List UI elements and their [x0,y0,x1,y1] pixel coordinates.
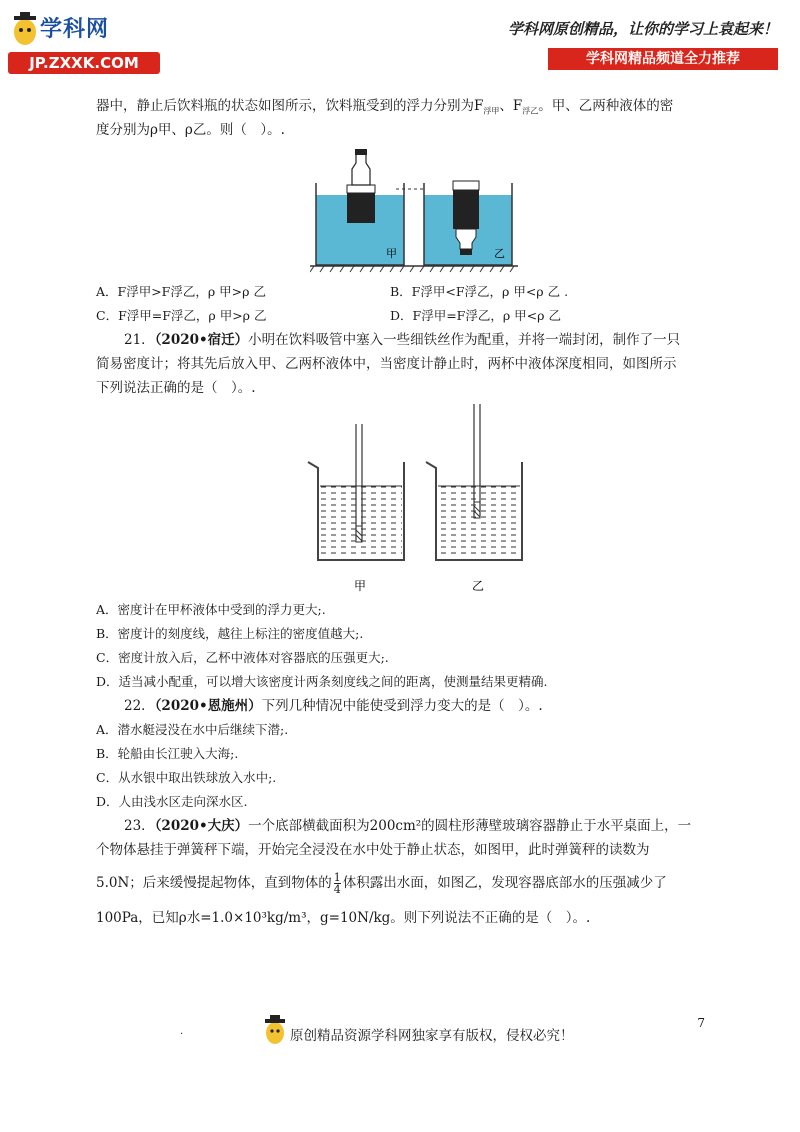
q23-stem-line1 [124,816,691,836]
q20-option-b[interactable]: B．F浮甲<F浮乙，ρ 甲<ρ 乙 . [390,284,569,299]
fraction-numerator: 1 [333,871,341,884]
q21-option-c[interactable]: C．密度计放入后，乙杯中液体对容器底的压强更大;. [96,650,389,665]
q22-source: （2020•恩施州） [154,698,262,714]
q20-option-c[interactable]: C．F浮甲=F浮乙，ρ 甲>ρ 乙 [96,308,267,323]
liquid-yi-level [438,486,520,558]
q21-option-b[interactable]: B．密度计的刻度线，越往上标注的密度值越大;. [96,626,364,641]
q23-line1-text: 一个底部横截面积为200cm²的圆柱形薄壁玻璃容器静止于水平桌面上，一 [248,818,692,834]
q23-stem-line3 [96,872,667,895]
mascot-icon [262,1014,288,1048]
q20-line1-text: 器中，静止后饮料瓶的状态如图所示，饮料瓶受到的浮力分别为F [96,98,484,114]
q22-option-c[interactable]: C．从水银中取出铁球放入水中;. [96,770,277,785]
q20-bottle-figure [310,145,520,275]
q20-line2: 度分别为ρ甲、ρ乙。则（ ）。. [96,122,285,138]
fraction [334,872,341,895]
q22-number: 22． [124,698,155,714]
q21-beaker-figure [300,400,530,600]
liquid-jia-level [320,486,402,558]
q20-sub-jia: 浮甲 [483,106,500,116]
q20-sub-yi: 浮乙 [522,106,539,116]
q20-option-a[interactable]: A．F浮甲>F浮乙，ρ 甲>ρ 乙 [96,284,266,299]
q20-fig-label-jia: 甲 [386,247,397,260]
q23-line3-a: 5.0N；后来缓慢提起物体，直到物体的 [96,875,332,891]
q21-stem-line3: 下列说法正确的是（ ）。. [96,380,256,396]
q21-stem-line2: 简易密度计；将其先后放入甲、乙两杯液体中，当密度计静止时，两杯中液体深度相同，如图所示 [96,356,677,372]
footer-copyright: 原创精品资源学科网独家享有版权，侵权必究！ [290,1028,574,1044]
q23-stem-line4: 100Pa，已知ρ水=1.0×10³kg/m³，g=10N/kg。则下列说法不正确的是（ ）。. [96,910,591,926]
q22-stem [124,696,543,716]
header-slogan: 学科网原创精品，让你的学习上袁起来！ [507,20,778,38]
header-banner: 学科网精品频道全力推荐 [548,48,778,70]
footer-dot: . [180,1026,184,1037]
q20-mid: 、F [499,98,523,114]
q21-line1-text: 小明在饮料吸管中塞入一些细铁丝作为配重，并将一端封闭，制作了一只 [248,332,681,348]
mascot-icon [10,10,40,50]
q20-line1-end: 。甲、乙两种液体的密 [538,98,674,114]
q21-fig-label-jia: 甲 [354,579,367,593]
q22-option-d[interactable]: D．人由浅水区走向深水区. [96,794,248,809]
q20-fig-label-yi: 乙 [494,247,505,260]
q23-source: （2020•大庆） [154,818,249,834]
q23-line3-b: 体积露出水面，如图乙，发现容器底部水的压强减少了 [342,875,667,891]
logo-url[interactable]: JP.ZXXK.COM [8,52,160,74]
q23-stem-line2: 个物体悬挂于弹簧秤下端，开始完全浸没在水中处于静止状态，如图甲，此时弹簧秤的读数为 [96,842,650,858]
q21-source: （2020•宿迁） [154,332,249,348]
q22-option-a[interactable]: A．潜水艇浸没在水中后继续下潜;. [96,722,289,737]
q21-fig-label-yi: 乙 [472,579,485,593]
logo-text: 学科网 [40,17,110,42]
q21-stem-line1 [124,330,680,350]
fraction-denominator: 4 [333,883,341,896]
q21-option-a[interactable]: A．密度计在甲杯液体中受到的浮力更大;. [96,602,326,617]
q21-option-d[interactable]: D．适当减小配重，可以增大该密度计两条刻度线之间的距离，使测量结果更精确. [96,674,548,689]
q20-line1 [96,96,673,122]
q20-option-d[interactable]: D．F浮甲=F浮乙，ρ 甲<ρ 乙 [390,308,561,323]
page-number: 7 [697,1016,705,1030]
q23-number: 23． [124,818,155,834]
q22-option-b[interactable]: B．轮船由长江驶入大海;. [96,746,239,761]
q22-stem-text: 下列几种情况中能使受到浮力变大的是（ ）。. [261,698,543,714]
site-logo[interactable] [8,8,168,72]
q21-number: 21． [124,332,155,348]
